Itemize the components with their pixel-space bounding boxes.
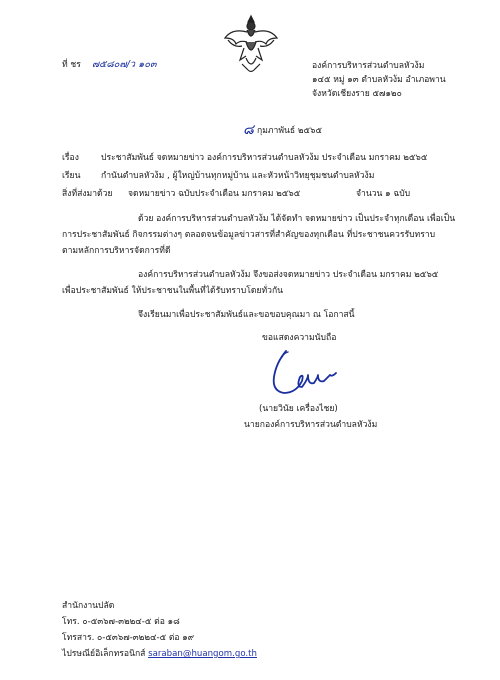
address-line2: จังหวัดเชียงราย ๕๗๑๒๐ <box>312 89 402 99</box>
para2-line2: เพื่อประชาสัมพันธ์ ให้ประชาชนในพื้นที่ได้รับทราบโดยทั่วกัน <box>62 286 284 296</box>
subject-label: เรื่อง <box>62 153 79 163</box>
date-day: ๘ <box>243 122 254 138</box>
address-line1: ๑๔๕ หมู่ ๑๓ ตำบลหัวง้ม อำเภอพาน <box>312 75 446 85</box>
footer-phone: โทร. ๐-๕๓๖๗-๓๒๒๔-๕ ต่อ ๑๘ <box>62 617 180 627</box>
signer-title: นายกองค์การบริหารส่วนตำบลหัวง้ม <box>244 420 378 430</box>
enclosure-text: จดหมายข่าว ฉบับประจำเดือน มกราคม ๒๕๖๕ <box>128 189 301 199</box>
enclosure-quantity: จำนวน ๑ ฉบับ <box>356 189 411 199</box>
org-name: องค์การบริหารส่วนตำบลหัวง้ม <box>312 61 425 71</box>
ref-no-value: ๗๕๘๐๗/ว ๑๐๓ <box>92 59 157 70</box>
footer-fax: โทรสาร. ๐-๕๓๖๗-๓๒๒๔-๕ ต่อ ๑๙ <box>62 633 195 643</box>
para2-line1: องค์การบริหารส่วนตำบลหัวง้ม จึงขอส่งจดหมายข่าว ประจำเดือน มกราคม ๒๕๖๕ <box>138 270 439 280</box>
para1-line2: การประชาสัมพันธ์ กิจกรรมต่างๆ ตลอดจนข้อมูลข่าวสารที่สำคัญของทุกเดือน ที่ประชาชนควรรับทราบ <box>62 230 436 240</box>
para1-line1: ด้วย องค์การบริหารส่วนตำบลหัวง้ม ได้จัดทำ จดหมายข่าว เป็นประจำทุกเดือน เพื่อเป็น <box>138 214 456 224</box>
signature <box>262 343 340 403</box>
footer-email-row <box>62 649 257 660</box>
recipient-label: เรียน <box>62 171 81 181</box>
signer-name: (นายวินัย เครื่องไชย) <box>259 404 338 414</box>
date-month-year: กุมภาพันธ์ ๒๕๖๕ <box>257 126 323 136</box>
footer-office: สำนักงานปลัด <box>62 601 115 611</box>
footer-email-label: ไปรษณีย์อิเล็กทรอนิกส์ <box>62 649 146 659</box>
closing-regards: ขอแสดงความนับถือ <box>262 333 337 343</box>
garuda-emblem <box>222 12 280 74</box>
para3: จึงเรียนมาเพื่อประชาสัมพันธ์และขอขอบคุณมา ณ โอกาสนี้ <box>138 310 355 320</box>
subject-text: ประชาสัมพันธ์ จดหมายข่าว องค์การบริหารส่วนตำบลหัวง้ม ประจำเดือน มกราคม ๒๕๖๕ <box>101 153 428 163</box>
recipient-text: กำนันตำบลหัวง้ม , ผู้ใหญ่บ้านทุกหมู่บ้าน และหัวหน้าวิทยุชุมชนตำบลหัวง้ม <box>101 171 375 181</box>
footer-email-link[interactable]: saraban@huangom.go.th <box>148 649 257 659</box>
ref-no-label: ที่ ชร <box>62 60 81 70</box>
para1-line3: ตามหลักการบริหารจัดการที่ดี <box>62 246 171 256</box>
enclosure-label: สิ่งที่ส่งมาด้วย <box>62 189 113 199</box>
